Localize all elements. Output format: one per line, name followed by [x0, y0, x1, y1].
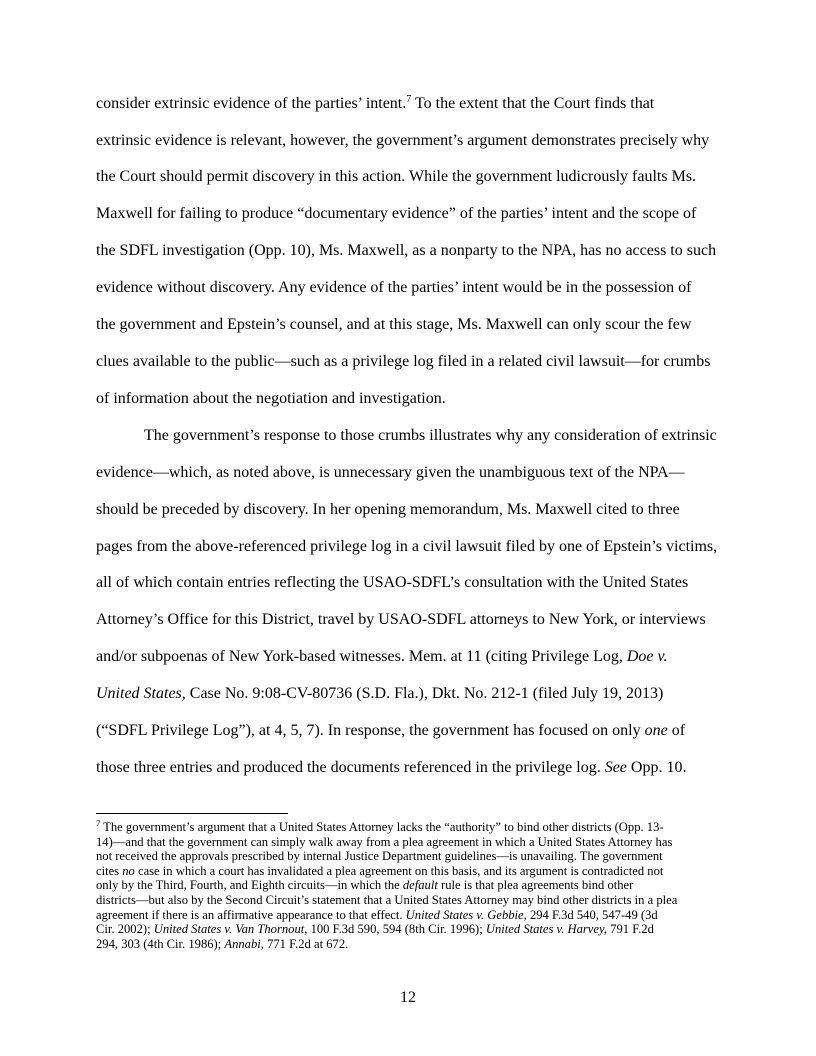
text-run: clues available to the public—such as a privilege log filed in a related civil lawsuit—for crumbs	[96, 353, 711, 370]
body-line	[96, 464, 685, 482]
text-run: districts—but also by the Second Circuit’s statement that a United States Attorney may bind other districts in a plea	[96, 892, 678, 907]
text-run: 14)—and that the government can simply walk away from a plea agreement in which a United States Attorney has	[96, 834, 673, 849]
text-run: Attorney’s Office for this District, travel by USAO-SDFL attorneys to New York, or interviews	[96, 611, 706, 628]
text-run: of information about the negotiation and investigation.	[96, 390, 446, 407]
body-line	[96, 390, 446, 408]
text-run: extrinsic evidence is relevant, however, the government’s argument demonstrates precisely why	[96, 132, 710, 149]
footnote-line	[96, 864, 718, 879]
text-run: (“SDFL Privilege Log”), at 4, 5, 7). In response, the government has focused on only	[96, 722, 645, 739]
body-line	[96, 648, 667, 666]
body-line	[96, 95, 654, 113]
text-run: case in which a court has invalidated a plea agreement on this basis, and its argument is contradicted not	[134, 863, 664, 878]
text-run: 791 F.2d	[607, 922, 654, 937]
text-run: consider extrinsic evidence of the parties’ intent.	[96, 95, 407, 112]
body-line	[96, 538, 717, 556]
footnote-separator	[96, 813, 288, 814]
text-run: evidence—which, as noted above, is unnecessary given the unambiguous text of the NPA—	[96, 464, 685, 481]
body-line	[96, 501, 680, 519]
text-run: evidence without discovery. Any evidence of the parties’ intent would be in the possession of	[96, 279, 692, 296]
text-run: and/or subpoenas of New York-based witnesses. Mem. at 11 (citing Privilege Log,	[96, 648, 627, 665]
footnote-line	[96, 893, 718, 908]
text-run: only by the Third, Fourth, and Eighth circuits—in which the	[96, 878, 403, 893]
body-line	[96, 353, 710, 371]
text-run: To the extent that the Court finds that	[411, 95, 655, 112]
text-run: Cir. 2002);	[96, 922, 154, 937]
footnote-7	[96, 820, 718, 951]
footnote-line	[96, 820, 718, 835]
italic-text: See	[604, 759, 627, 776]
text-run: Opp. 10.	[626, 759, 687, 776]
text-run: of	[667, 722, 686, 739]
body-line	[96, 132, 709, 150]
page-number: 12	[400, 989, 416, 1006]
italic-text: United States,	[96, 685, 186, 702]
body-line	[144, 427, 717, 445]
text-run: 294, 303 (4th Cir. 1986);	[96, 936, 225, 951]
text-run: those three entries and produced the documents referenced in the privilege log.	[96, 759, 605, 776]
text-run: Maxwell for failing to produce “documentary evidence” of the parties’ intent and the scope of	[96, 205, 697, 222]
body-line	[96, 242, 716, 260]
footnote-reference: 7	[406, 94, 412, 105]
body-line	[96, 722, 685, 740]
body-line	[96, 685, 663, 703]
italic-text: one	[644, 722, 668, 739]
italic-text: Doe v.	[626, 648, 668, 665]
body-line	[96, 759, 686, 777]
text-run: agreement if there is an affirmative appearance to that effect.	[96, 907, 406, 922]
text-run: all of which contain entries reflecting the USAO-SDFL’s consultation with the United States	[96, 574, 689, 591]
italic-text: United States v. Harvey,	[485, 922, 608, 937]
text-run: The government’s response to those crumbs illustrates why any consideration of extrinsic	[144, 427, 717, 444]
text-run: rule is that plea agreements bind other	[437, 878, 634, 893]
italic-text: no	[122, 863, 135, 878]
text-run: should be preceded by discovery. In her opening memorandum, Ms. Maxwell cited to three	[96, 501, 680, 518]
footnote-line	[96, 878, 718, 893]
text-run: not received the approvals prescribed by internal Justice Department guidelines—is unavailing. The government	[96, 849, 663, 864]
text-run: pages from the above-referenced privilege log in a civil lawsuit filed by one of Epstein’s victims,	[96, 538, 718, 555]
text-run: the government and Epstein’s counsel, and at this stage, Ms. Maxwell can only scour the few	[96, 316, 692, 333]
footnote-line	[96, 835, 718, 850]
text-run: 294 F.3d 540, 547-49 (3d	[526, 907, 658, 922]
italic-text: default	[402, 878, 438, 893]
body-line	[96, 279, 691, 297]
body-line	[96, 168, 696, 186]
footnote-line	[96, 908, 718, 923]
body-line	[96, 205, 696, 223]
italic-text: Annabi,	[224, 936, 264, 951]
text-run: cites	[96, 863, 123, 878]
body-line	[96, 611, 706, 629]
text-run: the Court should permit discovery in this action. While the government ludicrously faults Ms.	[96, 168, 697, 185]
text-run: the SDFL investigation (Opp. 10), Ms. Maxwell, as a nonparty to the NPA, has no access to such	[96, 242, 717, 259]
footnote-reference: 7	[96, 818, 101, 828]
footnote-line	[96, 849, 718, 864]
italic-text: United States v. Van Thornout	[153, 922, 305, 937]
footnote-line	[96, 937, 718, 952]
text-run: The government’s argument that a United States Attorney lacks the “authority” to bind other districts (Opp. 13-	[100, 820, 664, 834]
italic-text: United States v. Gebbie,	[405, 907, 527, 922]
text-run: , 100 F.3d 590, 594 (8th Cir. 1996);	[304, 922, 486, 937]
footnote-line	[96, 922, 718, 937]
text-run: Case No. 9:08-CV-80736 (S.D. Fla.), Dkt. No. 212-1 (filed July 19, 2013)	[185, 685, 664, 702]
body-line	[96, 574, 688, 592]
text-run: 771 F.2d at 672.	[263, 936, 349, 951]
body-line	[96, 316, 691, 334]
